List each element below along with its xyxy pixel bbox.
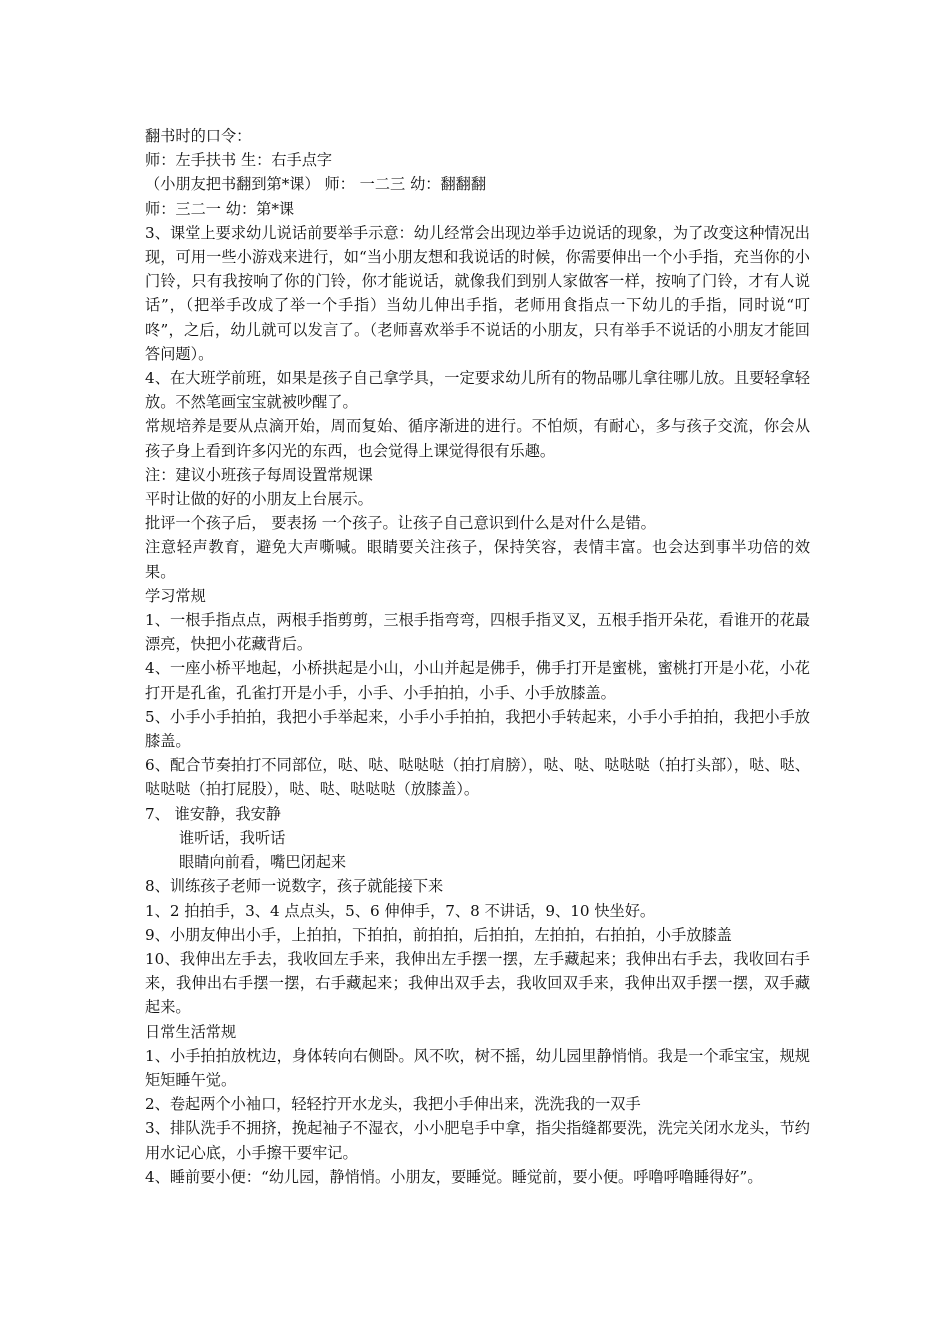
paragraph: 1、小手拍拍放枕边，身体转向右侧卧。风不吹，树不摇，幼儿园里静悄悄。我是一个乖宝宝，规规矩矩睡午觉。	[145, 1046, 810, 1089]
paragraph: 1、2 拍拍手，3、4 点点头，5、6 伸伸手，7、8 不讲话，9、10 快坐好。	[145, 901, 656, 920]
paragraph: 1、一根手指点点，两根手指剪剪，三根手指弯弯，四根手指叉叉，五根手指开朵花，看谁开的花最漂亮，快把小花藏背后。	[145, 611, 810, 654]
paragraph: 4、一座小桥平地起，小桥拱起是小山，小山并起是佛手，佛手打开是蜜桃，蜜桃打开是小花，小花打开是孔雀，孔雀打开是小手，小手、小手拍拍，小手、小手放膝盖。	[145, 659, 810, 702]
paragraph: 7、 谁安静，我安静	[145, 804, 281, 823]
paragraph: 注：建议小班孩子每周设置常规课	[145, 465, 373, 484]
paragraph: 8、训练孩子老师一说数字，孩子就能接下来	[145, 877, 444, 896]
paragraph: 3、课堂上要求幼儿说话前要举手示意：幼儿经常会出现边举手边说话的现象，为了改变这种情况出现，可用一些小游戏来进行，如“当小朋友想和我说话的时候，你需要伸出一个小手指，充当你的小门铃，只有我按响了你的门铃，你才能说话，就像我们到别人家做客一样，按响了门铃，才有人说话”，（把举手改成了举一个手指）当幼儿伸出手指，老师用食指点一下幼儿的手指，同时说“叮咚”，之后，幼儿就可以发言了。（老师喜欢举手不说话的小朋友，只有举手不说话的小朋友才能回答问题）。	[145, 223, 810, 363]
paragraph: 师：左手扶书 生：右手点字	[145, 151, 333, 170]
paragraph: 师：三二一 幼：第*课	[145, 199, 295, 218]
paragraph: 翻书时的口令：	[145, 127, 252, 145]
section-heading: 日常生活常规	[145, 1022, 237, 1041]
paragraph: 批评一个孩子后， 要表扬 一个孩子。让孩子自己意识到什么是对什么是错。	[145, 514, 656, 533]
paragraph-indented: 眼睛向前看，嘴巴闭起来	[179, 853, 347, 872]
paragraph: 4、在大班学前班，如果是孩子自己拿学具，一定要求幼儿所有的物品哪儿拿往哪儿放。且要轻拿轻放。不然笔画宝宝就被吵醒了。	[145, 369, 810, 412]
paragraph: 10、我伸出左手去，我收回左手来，我伸出左手摆一摆，左手藏起来；我伸出右手去，我收回右手来，我伸出右手摆一摆，右手藏起来；我伸出双手去，我收回双手来，我伸出双手摆一摆，双手藏起来。	[145, 949, 810, 1017]
paragraph: 3、排队洗手不拥挤，挽起袖子不湿衣，小小肥皂手中拿，指尖指缝都要洗，洗完关闭水龙头，节约用水记心底，小手擦干要牢记。	[145, 1119, 810, 1162]
document-body	[145, 124, 810, 1189]
paragraph: （小朋友把书翻到第*课） 师： 一二三 幼：翻翻翻	[145, 175, 487, 194]
paragraph: 注意轻声教育，避免大声嘶喊。眼睛要关注孩子，保持笑容，表情丰富。也会达到事半功倍的效果。	[145, 538, 810, 581]
paragraph: 9、小朋友伸出小手，上拍拍，下拍拍，前拍拍，后拍拍，左拍拍，右拍拍，小手放膝盖	[145, 925, 732, 944]
paragraph: 5、小手小手拍拍，我把小手举起来，小手小手拍拍，我把小手转起来，小手小手拍拍，我把小手放膝盖。	[145, 707, 810, 751]
paragraph: 4、睡前要小便：“幼儿园，静悄悄。小朋友，要睡觉。睡觉前，要小便。呼噜呼噜睡得好”。	[145, 1167, 763, 1186]
paragraph: 常规培养是要从点滴开始，周而复始、循序渐进的进行。不怕烦，有耐心，多与孩子交流，你会从孩子身上看到许多闪光的东西，也会觉得上课觉得很有乐趣。	[145, 417, 810, 460]
paragraph: 2、卷起两个小袖口，轻轻拧开水龙头，我把小手伸出来，洗洗我的一双手	[145, 1095, 641, 1114]
section-heading: 学习常规	[145, 586, 206, 605]
paragraph-indented: 谁听话，我听话	[179, 828, 286, 847]
paragraph: 平时让做的好的小朋友上台展示。	[145, 490, 373, 509]
paragraph: 6、配合节奏拍打不同部位，哒、哒、哒哒哒（拍打肩膀），哒、哒、哒哒哒（拍打头部），哒、哒、哒哒哒（拍打屁股），哒、哒、哒哒哒（放膝盖）。	[145, 756, 810, 799]
